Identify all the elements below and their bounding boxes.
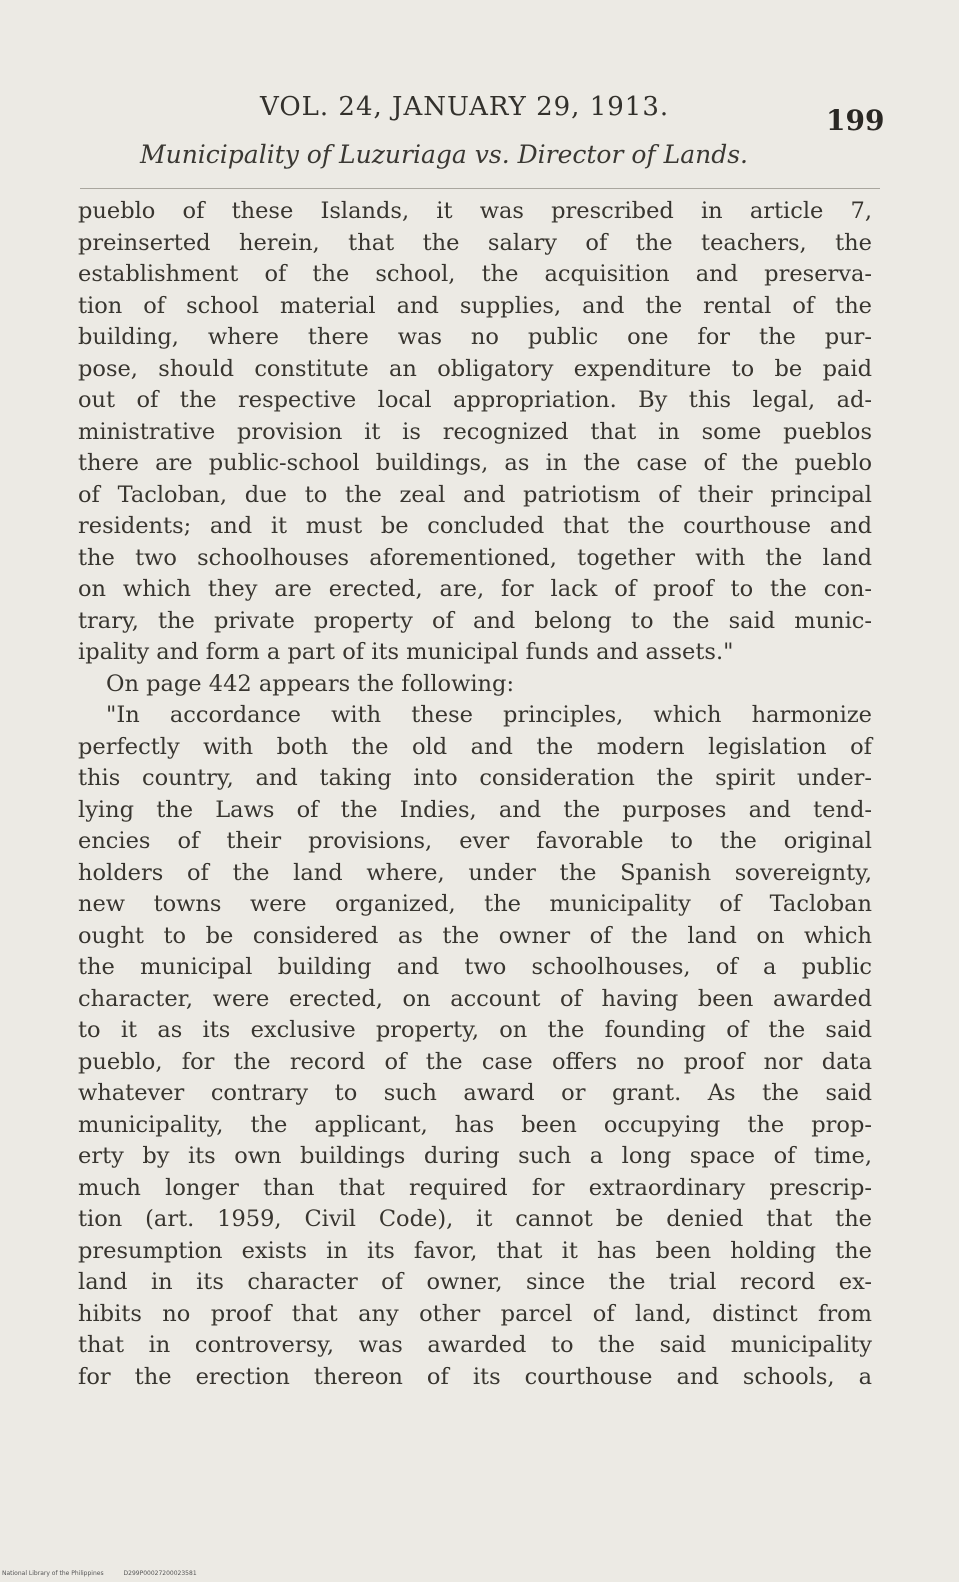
page-header — [0, 92, 959, 137]
text-line: ministrative provision it is recognized that in some pueblos — [78, 418, 872, 445]
text-line: ipality and form a part of its municipal funds and assets." — [78, 639, 734, 665]
text-line: to it as its exclusive property, on the founding of the said — [78, 1017, 872, 1043]
library-credit: National Library of the Philippines — [2, 1570, 104, 1577]
text-line: perfectly with both the old and the modern legislation of — [78, 733, 872, 760]
text-line: On page 442 appears the following: — [106, 670, 515, 697]
text-line: pose, should constitute an obligatory expenditure to be paid — [78, 355, 872, 382]
text-line: pueblo, for the record of the case offers no proof nor data — [78, 1048, 872, 1075]
text-line: the municipal building and two schoolhouses, of a public — [78, 954, 872, 980]
text-line: much longer than that required for extraordinary prescrip- — [78, 1174, 872, 1201]
text-line: municipality, the applicant, has been occupying the prop- — [78, 1111, 872, 1138]
text-line: encies of their provisions, ever favorable to the original — [78, 828, 872, 854]
text-line: residents; and it must be concluded that the courthouse and — [78, 513, 872, 539]
text-line: building, where there was no public one for the pur- — [78, 324, 872, 350]
text-line: character, were erected, on account of having been awarded — [78, 985, 872, 1012]
text-line: "In accordance with these principles, which harmonize — [106, 702, 872, 728]
text-line: ought to be considered as the owner of the land on which — [78, 922, 872, 949]
body-text — [78, 196, 872, 1393]
text-line: pueblo of these Islands, it was prescribed in article 7, — [78, 198, 872, 224]
text-line: this country, and taking into consideration the spirit under- — [78, 765, 872, 791]
text-line: for the erection thereon of its courthouse and schools, a — [78, 1363, 872, 1390]
text-line: establishment of the school, the acquisition and preserva- — [78, 261, 872, 287]
text-line: preinserted herein, that the salary of the teachers, the — [78, 229, 872, 256]
text-line: out of the respective local appropriation. By this legal, ad- — [78, 387, 872, 413]
text-line: lying the Laws of the Indies, and the purposes and tend- — [78, 796, 872, 823]
case-running-head: Municipality of Luzuriaga vs. Director of Lands. — [140, 140, 749, 169]
text-line: there are public-school buildings, as in the case of the pueblo — [78, 450, 872, 476]
text-line: of Tacloban, due to the zeal and patriotism of their principal — [78, 481, 872, 508]
text-line: hibits no proof that any other parcel of land, distinct from — [78, 1300, 872, 1327]
text-line: the two schoolhouses aforementioned, together with the land — [78, 544, 872, 571]
text-line: presumption exists in its favor, that it has been holding the — [78, 1237, 872, 1264]
text-line: trary, the private property of and belong to the said munic- — [78, 607, 872, 634]
page-number: 199 — [826, 104, 885, 137]
text-line: new towns were organized, the municipality of Tacloban — [78, 891, 872, 917]
text-line: land in its character of owner, since the trial record ex- — [78, 1269, 872, 1295]
text-line: tion (art. 1959, Civil Code), it cannot be denied that the — [78, 1206, 872, 1232]
scan-footer — [2, 1570, 215, 1577]
text-line: whatever contrary to such award or grant. As the said — [78, 1080, 872, 1106]
text-line: that in controversy, was awarded to the said municipality — [78, 1332, 872, 1358]
text-line: on which they are erected, are, for lack of proof to the con- — [78, 576, 872, 602]
header-divider — [80, 188, 880, 189]
scan-code: D299P00027200023581 — [123, 1570, 197, 1577]
text-line: holders of the land where, under the Spanish sovereignty, — [78, 859, 872, 886]
text-line: tion of school material and supplies, and the rental of the — [78, 292, 872, 319]
volume-date-heading: VOL. 24, JANUARY 29, 1913. — [260, 92, 670, 122]
text-line: erty by its own buildings during such a long space of time, — [78, 1143, 872, 1169]
